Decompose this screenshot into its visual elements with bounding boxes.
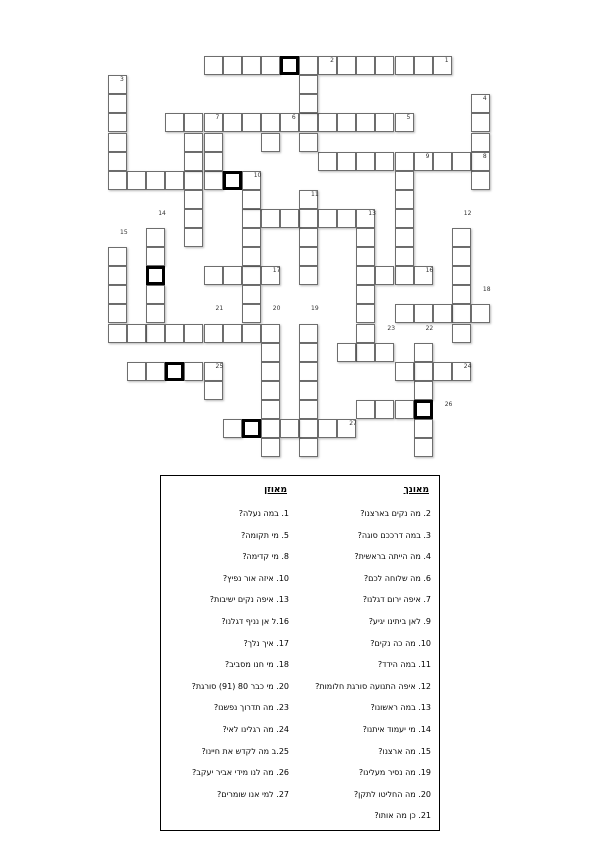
crossword-cell[interactable] [356, 285, 375, 304]
crossword-cell[interactable] [184, 113, 203, 132]
down-clue: 3. במה דרככם סוגה? [357, 530, 431, 540]
crossword-cell[interactable] [395, 228, 414, 247]
crossword-cell[interactable] [356, 343, 375, 362]
crossword-cell[interactable] [204, 381, 223, 400]
crossword-cell[interactable] [242, 266, 261, 285]
clue-number: 22 [425, 324, 434, 332]
crossword-cell[interactable] [242, 228, 261, 247]
clue-number: 6 [291, 114, 296, 122]
crossword-cell[interactable] [395, 247, 414, 266]
crossword-cell[interactable] [395, 152, 414, 171]
crossword-cell[interactable] [452, 266, 471, 285]
crossword-cell[interactable] [299, 133, 318, 152]
crossword-cell[interactable] [242, 324, 261, 343]
crossword-cell[interactable] [452, 247, 471, 266]
clue-box [160, 475, 440, 831]
clue-number: 12 [463, 209, 472, 217]
crossword-cell[interactable] [184, 209, 203, 228]
crossword-cell[interactable] [280, 209, 299, 228]
crossword-cell[interactable] [375, 400, 394, 419]
crossword-cell[interactable] [299, 228, 318, 247]
crossword-cell[interactable] [433, 362, 452, 381]
crossword-cell[interactable] [108, 113, 127, 132]
crossword-cell[interactable] [204, 133, 223, 152]
crossword-cell[interactable] [318, 56, 337, 75]
across-clue: 16.ל אן נניף דגלנו? [221, 616, 289, 626]
crossword-cell[interactable] [337, 113, 356, 132]
across-clue: 20. מי כבר 80 (91) סורגת? [191, 681, 289, 691]
crossword-cell[interactable] [299, 400, 318, 419]
down-clue: 7. איפה ירום דגלנו? [362, 595, 431, 605]
crossword-cell[interactable] [299, 381, 318, 400]
crossword-cell[interactable] [414, 266, 433, 285]
down-clue: 10. מה כה נקים? [370, 638, 431, 648]
crossword-cell[interactable] [318, 209, 337, 228]
crossword-cell[interactable] [223, 324, 242, 343]
crossword-cell[interactable] [299, 438, 318, 457]
crossword-cell[interactable] [242, 113, 261, 132]
crossword-cell[interactable] [127, 171, 146, 190]
crossword-cell[interactable] [261, 381, 280, 400]
crossword-cell[interactable] [242, 247, 261, 266]
crossword-cell[interactable] [204, 171, 223, 190]
crossword-cell[interactable] [146, 247, 165, 266]
crossword-cell[interactable] [395, 304, 414, 323]
down-clue-list [301, 508, 431, 832]
crossword-cell[interactable] [375, 113, 394, 132]
crossword-cell[interactable] [127, 362, 146, 381]
crossword-cell[interactable] [318, 152, 337, 171]
crossword-cell[interactable] [452, 304, 471, 323]
crossword-cell[interactable] [299, 324, 318, 343]
crossword-cell[interactable] [108, 94, 127, 113]
crossword-cell[interactable] [375, 152, 394, 171]
down-clue: 12. איפה התנועה סורגת חלומות? [315, 681, 431, 691]
crossword-cell[interactable] [146, 362, 165, 381]
crossword-cell[interactable] [204, 362, 223, 381]
crossword-cell[interactable] [261, 362, 280, 381]
crossword-cell[interactable] [318, 419, 337, 438]
crossword-cell[interactable] [165, 171, 184, 190]
crossword-cell[interactable] [414, 343, 433, 362]
clue-number: 20 [272, 305, 281, 313]
crossword-cell[interactable] [433, 56, 452, 75]
crossword-cell[interactable] [375, 266, 394, 285]
crossword-cell[interactable] [356, 247, 375, 266]
across-clue: 10. איזה אור נפיץ? [222, 573, 289, 583]
crossword-cell[interactable] [375, 343, 394, 362]
crossword-cell[interactable] [299, 209, 318, 228]
crossword-cell[interactable] [184, 190, 203, 209]
crossword-cell[interactable] [242, 209, 261, 228]
crossword-cell[interactable] [299, 94, 318, 113]
down-clue: 4. מה הייתה בראשית? [354, 552, 431, 562]
crossword-cell[interactable] [165, 324, 184, 343]
down-clue: 13. במה ראשונו? [370, 703, 431, 713]
crossword-cell[interactable] [184, 133, 203, 152]
crossword-cell[interactable] [184, 324, 203, 343]
crossword-cell[interactable] [108, 75, 127, 94]
crossword-cell[interactable] [356, 113, 375, 132]
clue-number: 2 [330, 57, 334, 65]
down-clue: 21. כן מה אותו? [374, 811, 431, 821]
crossword-cell[interactable] [108, 266, 127, 285]
clue-number: 4 [482, 95, 487, 103]
across-clue: 13. איפה נקים ישיבות? [209, 595, 289, 605]
crossword-cell[interactable] [433, 152, 452, 171]
down-clue: 9. לאן ביתינו יגיע? [368, 616, 431, 626]
crossword-cell[interactable] [108, 247, 127, 266]
clue-number: 26 [444, 400, 453, 408]
crossword-cell[interactable] [471, 133, 490, 152]
crossword-cell[interactable] [184, 152, 203, 171]
crossword-cell-highlighted[interactable] [146, 266, 165, 285]
crossword-cell[interactable] [452, 152, 471, 171]
crossword-cell[interactable] [204, 56, 223, 75]
crossword-cell[interactable] [299, 266, 318, 285]
across-clue: 24. מה רגלינו לאי? [222, 724, 289, 734]
clue-number: 3 [120, 76, 124, 84]
crossword-cell[interactable] [223, 113, 242, 132]
crossword-cell[interactable] [395, 362, 414, 381]
crossword-cell[interactable] [127, 324, 146, 343]
crossword-cell[interactable] [242, 171, 261, 190]
crossword-cell[interactable] [108, 324, 127, 343]
across-clue-list [159, 508, 289, 810]
down-clue: 14. מי יעמוד איתנו? [362, 724, 431, 734]
across-clue: 27. למי אנו שומרים? [217, 789, 289, 799]
crossword-cell[interactable] [395, 56, 414, 75]
crossword-cell[interactable] [395, 400, 414, 419]
clue-number: 8 [482, 152, 487, 160]
clue-number: 24 [463, 362, 472, 370]
crossword-cell-highlighted[interactable] [414, 400, 433, 419]
clue-number: 10 [253, 171, 262, 179]
crossword-cell[interactable] [146, 304, 165, 323]
crossword-cell[interactable] [108, 304, 127, 323]
crossword-cell[interactable] [299, 419, 318, 438]
crossword-cell[interactable] [337, 419, 356, 438]
crossword-cell[interactable] [471, 304, 490, 323]
crossword-cell[interactable] [146, 228, 165, 247]
crossword-cell[interactable] [184, 362, 203, 381]
crossword-cell[interactable] [356, 152, 375, 171]
crossword-cell[interactable] [146, 285, 165, 304]
down-clue: 11. במה הידד? [377, 660, 431, 670]
clue-number: 5 [406, 114, 411, 122]
crossword-cell[interactable] [433, 304, 452, 323]
crossword-cell[interactable] [223, 266, 242, 285]
crossword-cell[interactable] [184, 228, 203, 247]
crossword-cell[interactable] [242, 285, 261, 304]
crossword-cell[interactable] [204, 324, 223, 343]
crossword-cell[interactable] [299, 343, 318, 362]
clue-number: 21 [215, 305, 224, 313]
crossword-cell[interactable] [452, 362, 471, 381]
crossword-cell[interactable] [280, 113, 299, 132]
clue-number: 16 [425, 267, 434, 275]
crossword-cell[interactable] [395, 171, 414, 190]
down-clue: 19. מה נסיר מעלינו? [358, 768, 431, 778]
crossword-cell[interactable] [471, 152, 490, 171]
crossword-cell[interactable] [299, 113, 318, 132]
crossword-cell[interactable] [356, 56, 375, 75]
down-clue: 6. מה שלוחה לכם? [363, 573, 431, 583]
across-clue: 5. מי תקומה? [241, 530, 289, 540]
clue-number: 17 [272, 267, 281, 275]
across-clue: 8. מי קדימה? [242, 552, 289, 562]
crossword-cell[interactable] [337, 343, 356, 362]
crossword-cell[interactable] [356, 266, 375, 285]
across-clue: 17. איך נלך? [243, 638, 289, 648]
crossword-cell[interactable] [471, 94, 490, 113]
crossword-cell[interactable] [261, 438, 280, 457]
crossword-cell[interactable] [356, 209, 375, 228]
crossword-cell[interactable] [471, 113, 490, 132]
crossword-cell[interactable] [414, 438, 433, 457]
crossword-cell-highlighted[interactable] [280, 56, 299, 75]
crossword-cell[interactable] [395, 266, 414, 285]
crossword-cell[interactable] [452, 324, 471, 343]
crossword-cell[interactable] [261, 133, 280, 152]
clue-number: 23 [387, 324, 396, 332]
down-header: מאונך [403, 485, 429, 495]
crossword-cell[interactable] [261, 324, 280, 343]
clue-number: 25 [215, 362, 224, 370]
crossword-cell[interactable] [414, 362, 433, 381]
crossword-cell[interactable] [108, 152, 127, 171]
crossword-cell-highlighted[interactable] [165, 362, 184, 381]
across-clue: 26. מה לנו מידי אביר יעקב? [191, 768, 289, 778]
across-clue: 1. במה נעלה? [238, 509, 289, 518]
clue-number: 7 [215, 114, 220, 122]
crossword-cell[interactable] [414, 152, 433, 171]
crossword-cell[interactable] [299, 75, 318, 94]
crossword-cell[interactable] [261, 419, 280, 438]
crossword-cell[interactable] [261, 209, 280, 228]
crossword-cell[interactable] [261, 400, 280, 419]
crossword-cell[interactable] [223, 56, 242, 75]
crossword-cell[interactable] [414, 304, 433, 323]
crossword-cell[interactable] [318, 113, 337, 132]
crossword-cell-highlighted[interactable] [242, 419, 261, 438]
crossword-cell[interactable] [261, 56, 280, 75]
crossword-cell[interactable] [299, 56, 318, 75]
crossword-cell[interactable] [146, 324, 165, 343]
crossword-cell-highlighted[interactable] [223, 171, 242, 190]
crossword-cell[interactable] [395, 190, 414, 209]
crossword-cell[interactable] [165, 113, 184, 132]
crossword-cell[interactable] [223, 419, 242, 438]
crossword-cell[interactable] [299, 190, 318, 209]
crossword-cell[interactable] [452, 228, 471, 247]
crossword-cell[interactable] [414, 56, 433, 75]
crossword-cell[interactable] [356, 228, 375, 247]
crossword-cell[interactable] [261, 343, 280, 362]
crossword-cell[interactable] [395, 113, 414, 132]
crossword-cell[interactable] [395, 209, 414, 228]
crossword-cell[interactable] [356, 324, 375, 343]
crossword-cell[interactable] [299, 247, 318, 266]
down-clue: 20. מה החליטו לתקן? [353, 789, 431, 799]
crossword-cell[interactable] [242, 190, 261, 209]
across-header: מאוזן [264, 485, 287, 495]
down-clue: 15. מה ארצנו? [378, 746, 431, 756]
across-clue: 18. מי חנו מסביב? [224, 660, 289, 670]
crossword-cell[interactable] [261, 113, 280, 132]
clue-number: 14 [158, 209, 166, 217]
down-clue: 2. מה נקים בארצנו? [360, 509, 431, 518]
crossword-cell[interactable] [204, 266, 223, 285]
clue-number: 27 [349, 420, 357, 427]
crossword-cell[interactable] [414, 419, 433, 438]
crossword-cell[interactable] [471, 171, 490, 190]
crossword-cell[interactable] [452, 285, 471, 304]
clue-number: 13 [368, 209, 376, 217]
crossword-cell[interactable] [146, 171, 165, 190]
clue-number: 15 [120, 229, 128, 236]
crossword-cell[interactable] [108, 171, 127, 190]
crossword-cell[interactable] [337, 56, 356, 75]
crossword-cell[interactable] [204, 113, 223, 132]
crossword-cell[interactable] [337, 209, 356, 228]
clue-number: 18 [482, 286, 491, 294]
crossword-cell[interactable] [108, 133, 127, 152]
crossword-cell[interactable] [356, 304, 375, 323]
crossword-cell[interactable] [184, 171, 203, 190]
crossword-cell[interactable] [261, 266, 280, 285]
across-clue: 23. מה תדרוך נפשנו? [213, 703, 289, 713]
clue-number: 19 [311, 305, 319, 313]
clue-number: 9 [425, 152, 430, 160]
crossword-cell[interactable] [242, 304, 261, 323]
crossword-cell[interactable] [414, 381, 433, 400]
clue-number: 11 [311, 190, 319, 198]
crossword-cell[interactable] [108, 285, 127, 304]
crossword-cell[interactable] [204, 152, 223, 171]
across-clue: 25.ב מה לקדש את חיינו? [201, 746, 289, 756]
crossword-cell[interactable] [375, 56, 394, 75]
crossword-cell[interactable] [280, 419, 299, 438]
crossword-cell[interactable] [242, 56, 261, 75]
crossword-cell[interactable] [337, 152, 356, 171]
crossword-cell[interactable] [299, 362, 318, 381]
clue-number: 1 [444, 57, 449, 65]
crossword-cell[interactable] [356, 400, 375, 419]
